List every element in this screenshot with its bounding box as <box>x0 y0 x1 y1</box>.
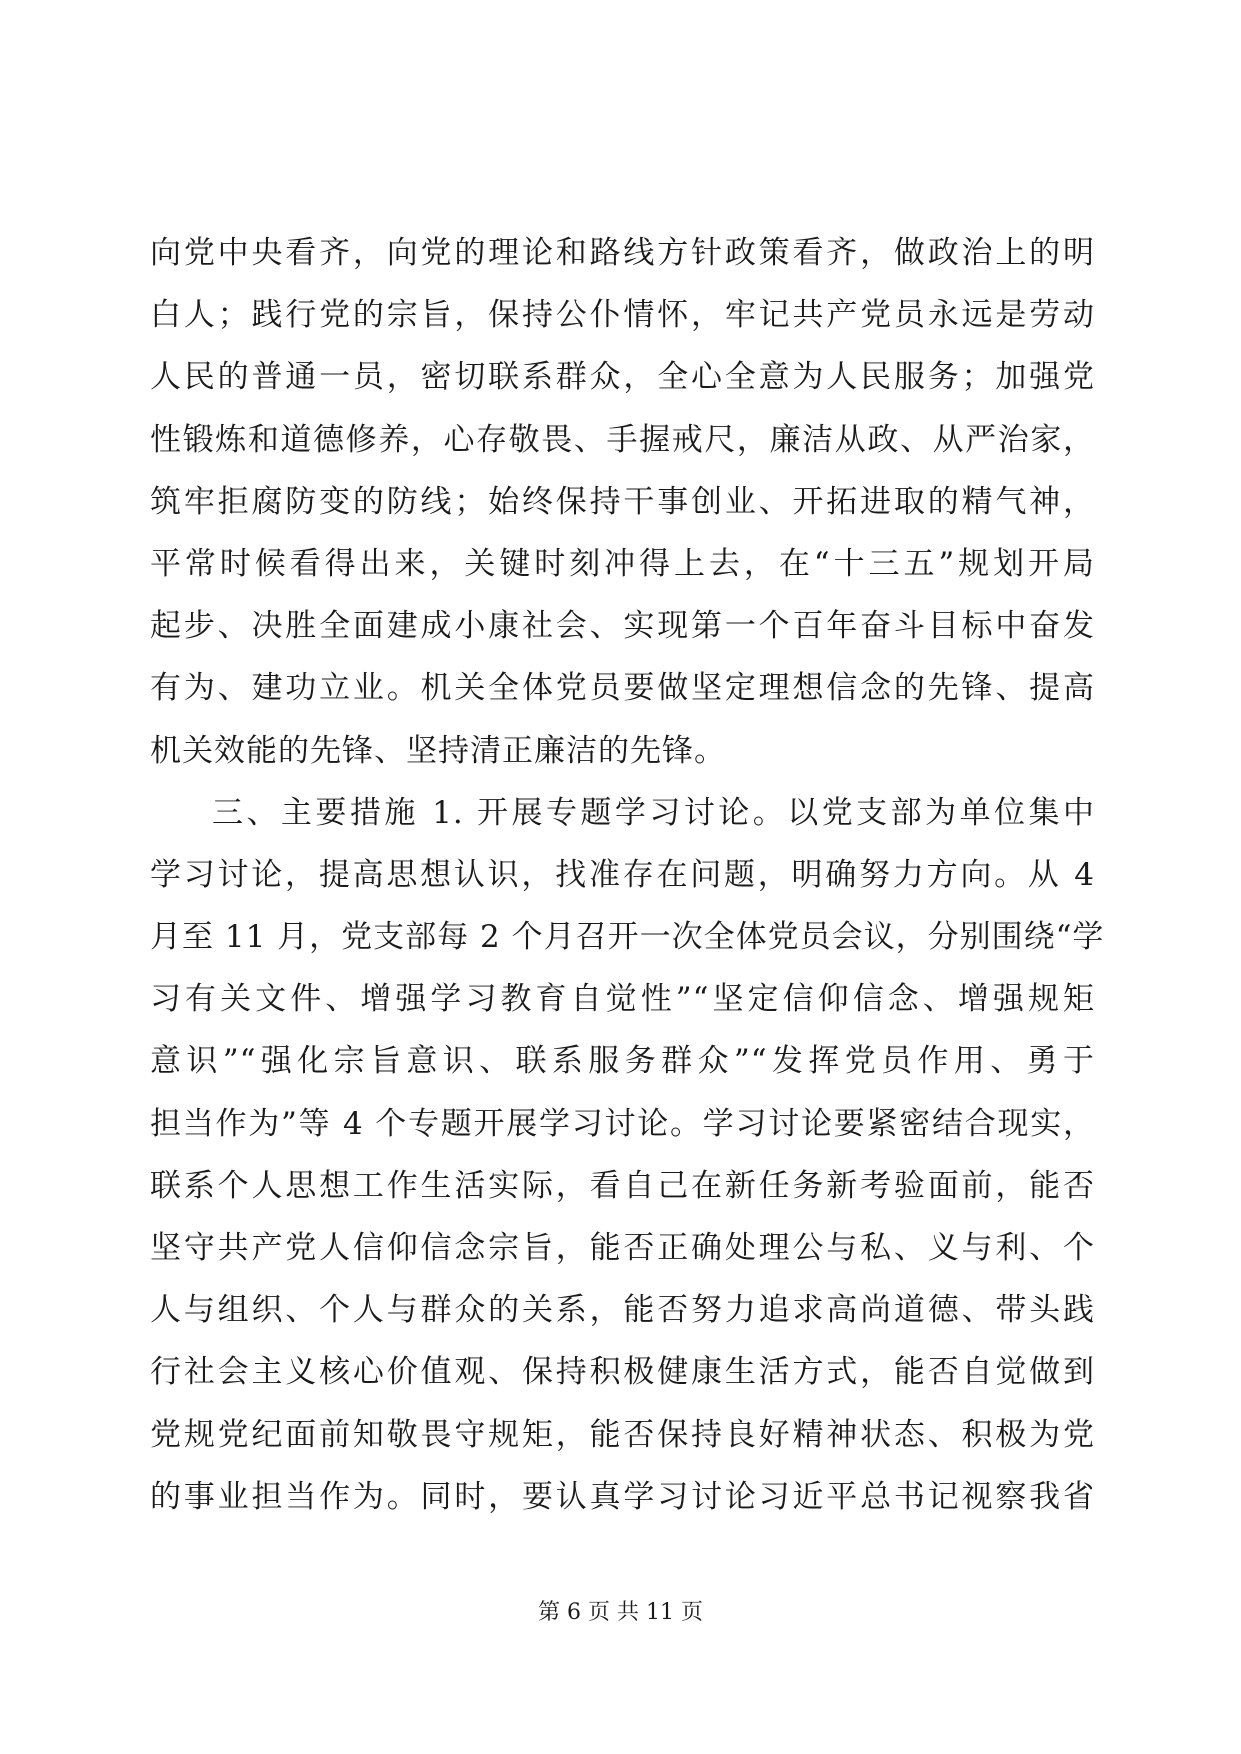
text-line: 行社会主义核心价值观、保持积极健康生活方式，能否自觉做到 <box>150 1354 1095 1391</box>
text-line: 习有关文件、增强学习教育自觉性”“坚定信仰信念、增强规矩 <box>150 981 1095 1018</box>
text-line: 党规党纪面前知敬畏守规矩，能否保持良好精神状态、积极为党 <box>150 1416 1095 1453</box>
text-line: 白人；践行党的宗旨，保持公仆情怀，牢记共产党员永远是劳动 <box>150 297 1095 334</box>
page-number-footer: 第 6 页 共 11 页 <box>538 1600 703 1625</box>
text-line: 向党中央看齐，向党的理论和路线方针政策看齐，做政治上的明 <box>150 235 1095 271</box>
section-heading-line: 三、主要措施 1. 开展专题学习讨论。以党支部为单位集中 <box>212 794 1095 831</box>
text-line: 的事业担当作为。同时，要认真学习讨论习近平总书记视察我省 <box>150 1478 1095 1515</box>
text-line: 意识”“强化宗旨意识、联系服务群众”“发挥党员作用、勇于 <box>150 1043 1095 1080</box>
text-line: 担当作为”等 4 个专题开展学习讨论。学习讨论要紧密结合现实， <box>150 1105 1095 1142</box>
text-line: 人民的普通一员，密切联系群众，全心全意为人民服务；加强党 <box>150 359 1095 396</box>
text-line: 筑牢拒腐防变的防线；始终保持干事创业、开拓进取的精气神， <box>150 483 1095 520</box>
text-line: 月至 11 月，党支部每 2 个月召开一次全体党员会议，分别围绕“学 <box>150 919 1105 956</box>
text-line: 机关效能的先锋、坚持清正廉洁的先锋。 <box>150 732 726 769</box>
text-line: 人与组织、个人与群众的关系，能否努力追求高尚道德、带头践 <box>150 1292 1095 1329</box>
text-line: 坚守共产党人信仰信念宗旨，能否正确处理公与私、义与利、个 <box>150 1230 1095 1266</box>
text-line: 起步、决胜全面建成小康社会、实现第一个百年奋斗目标中奋发 <box>150 608 1095 645</box>
text-line: 性锻炼和道德修养，心存敬畏、手握戒尺，廉洁从政、从严治家， <box>150 421 1095 458</box>
text-line: 学习讨论，提高思想认识，找准存在问题，明确努力方向。从 4 <box>150 856 1095 893</box>
text-line: 联系个人思想工作生活实际，看自己在新任务新考验面前，能否 <box>150 1167 1095 1204</box>
body-text <box>150 222 1105 1528</box>
text-line: 平常时候看得出来，关键时刻冲得上去，在“十三五”规划开局 <box>150 545 1095 582</box>
text-line: 有为、建功立业。机关全体党员要做坚定理想信念的先锋、提高 <box>150 670 1095 707</box>
